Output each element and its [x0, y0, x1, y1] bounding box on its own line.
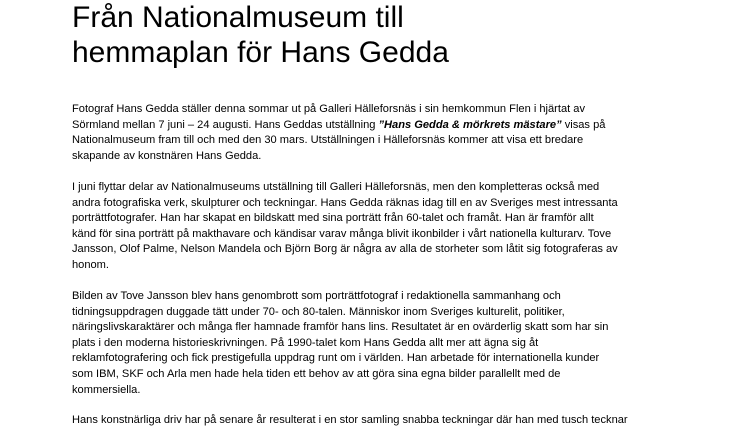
exhibition-title: ”Hans Gedda & mörkrets mästare” — [378, 118, 562, 131]
paragraph-intro — [72, 102, 652, 164]
text-line: Bilden av Tove Jansson blev hans genombrott som porträttfotograf i redaktionella sammanhang och — [72, 290, 561, 302]
text-fragment: Sörmland mellan 7 juni – 24 augusti. Hans Geddas utställning — [72, 118, 379, 131]
paragraph-exhibition — [72, 180, 652, 274]
text-line: kommersiella. — [72, 383, 141, 396]
text-fragment: visas på — [561, 118, 606, 131]
text-line: näringslivskaraktärer och många fler hamnade framför hans lins. Resultatet är en ovärderlig skatt som har sin — [72, 321, 609, 334]
text-line-with-exhibition-name — [72, 118, 652, 134]
text-line: känd för sina porträtt på makthavare och kändisar varav många blivit ikonbilder i vårt nationella kulturarv. Tove — [72, 227, 612, 240]
text-line: Jansson, Olof Palme, Nelson Mandela och Björn Borg är några av alla de storheter som låtit sig fotograferas av — [72, 243, 618, 256]
text-line: Nationalmuseum fram till och med den 30 mars. Utställningen i Hälleforsnäs kommer att visa ett bredare — [72, 134, 584, 147]
text-line: Fotograf Hans Gedda ställer denna sommar ut på Galleri Hälleforsnäs i sin hemkommun Flen i hjärtat av — [72, 103, 586, 115]
text-line: porträttfotografer. Han har skapat en bildskatt med sina porträtt från 60-talet och framåt. Han är framför allt — [72, 212, 594, 225]
text-line: andra fotografiska verk, skulpturer och teckningar. Hans Gedda räknas idag till en av Sveriges mest intressanta — [72, 196, 618, 209]
text-line: honom. — [72, 258, 110, 271]
title-line: hemmaplan för Hans Gedda — [72, 36, 449, 69]
paragraph-drawings — [72, 413, 652, 429]
page-title — [72, 0, 632, 70]
text-line: tidningsuppdragen duggade tätt under 70- och 80-talen. Människor inom Sveriges kulturelit, politiker, — [72, 305, 565, 318]
text-line: I juni flyttar delar av Nationalmuseums utställning till Galleri Hälleforsnäs, men den kompletteras också med — [72, 181, 600, 193]
text-line: Hans konstnärliga driv har på senare år resulterat i en stor samling snabba teckningar där han med tusch tecknar — [72, 414, 628, 426]
text-line: reklamfotografering och fick prestigefulla uppdrag runt om i världen. Han arbetade för internationella kunder — [72, 352, 600, 365]
text-line: som IBM, SKF och Arla men hade hela tiden ett behov av att göra sina egna bilder parallellt med de — [72, 367, 561, 380]
text-line: plats i den moderna historieskrivningen. På 1990-talet kom Hans Gedda allt mer att ägna sig åt — [72, 336, 539, 349]
title-line: Från Nationalmuseum till — [72, 1, 404, 34]
paragraph-career — [72, 289, 652, 398]
text-line: skapande av konstnären Hans Gedda. — [72, 149, 262, 162]
